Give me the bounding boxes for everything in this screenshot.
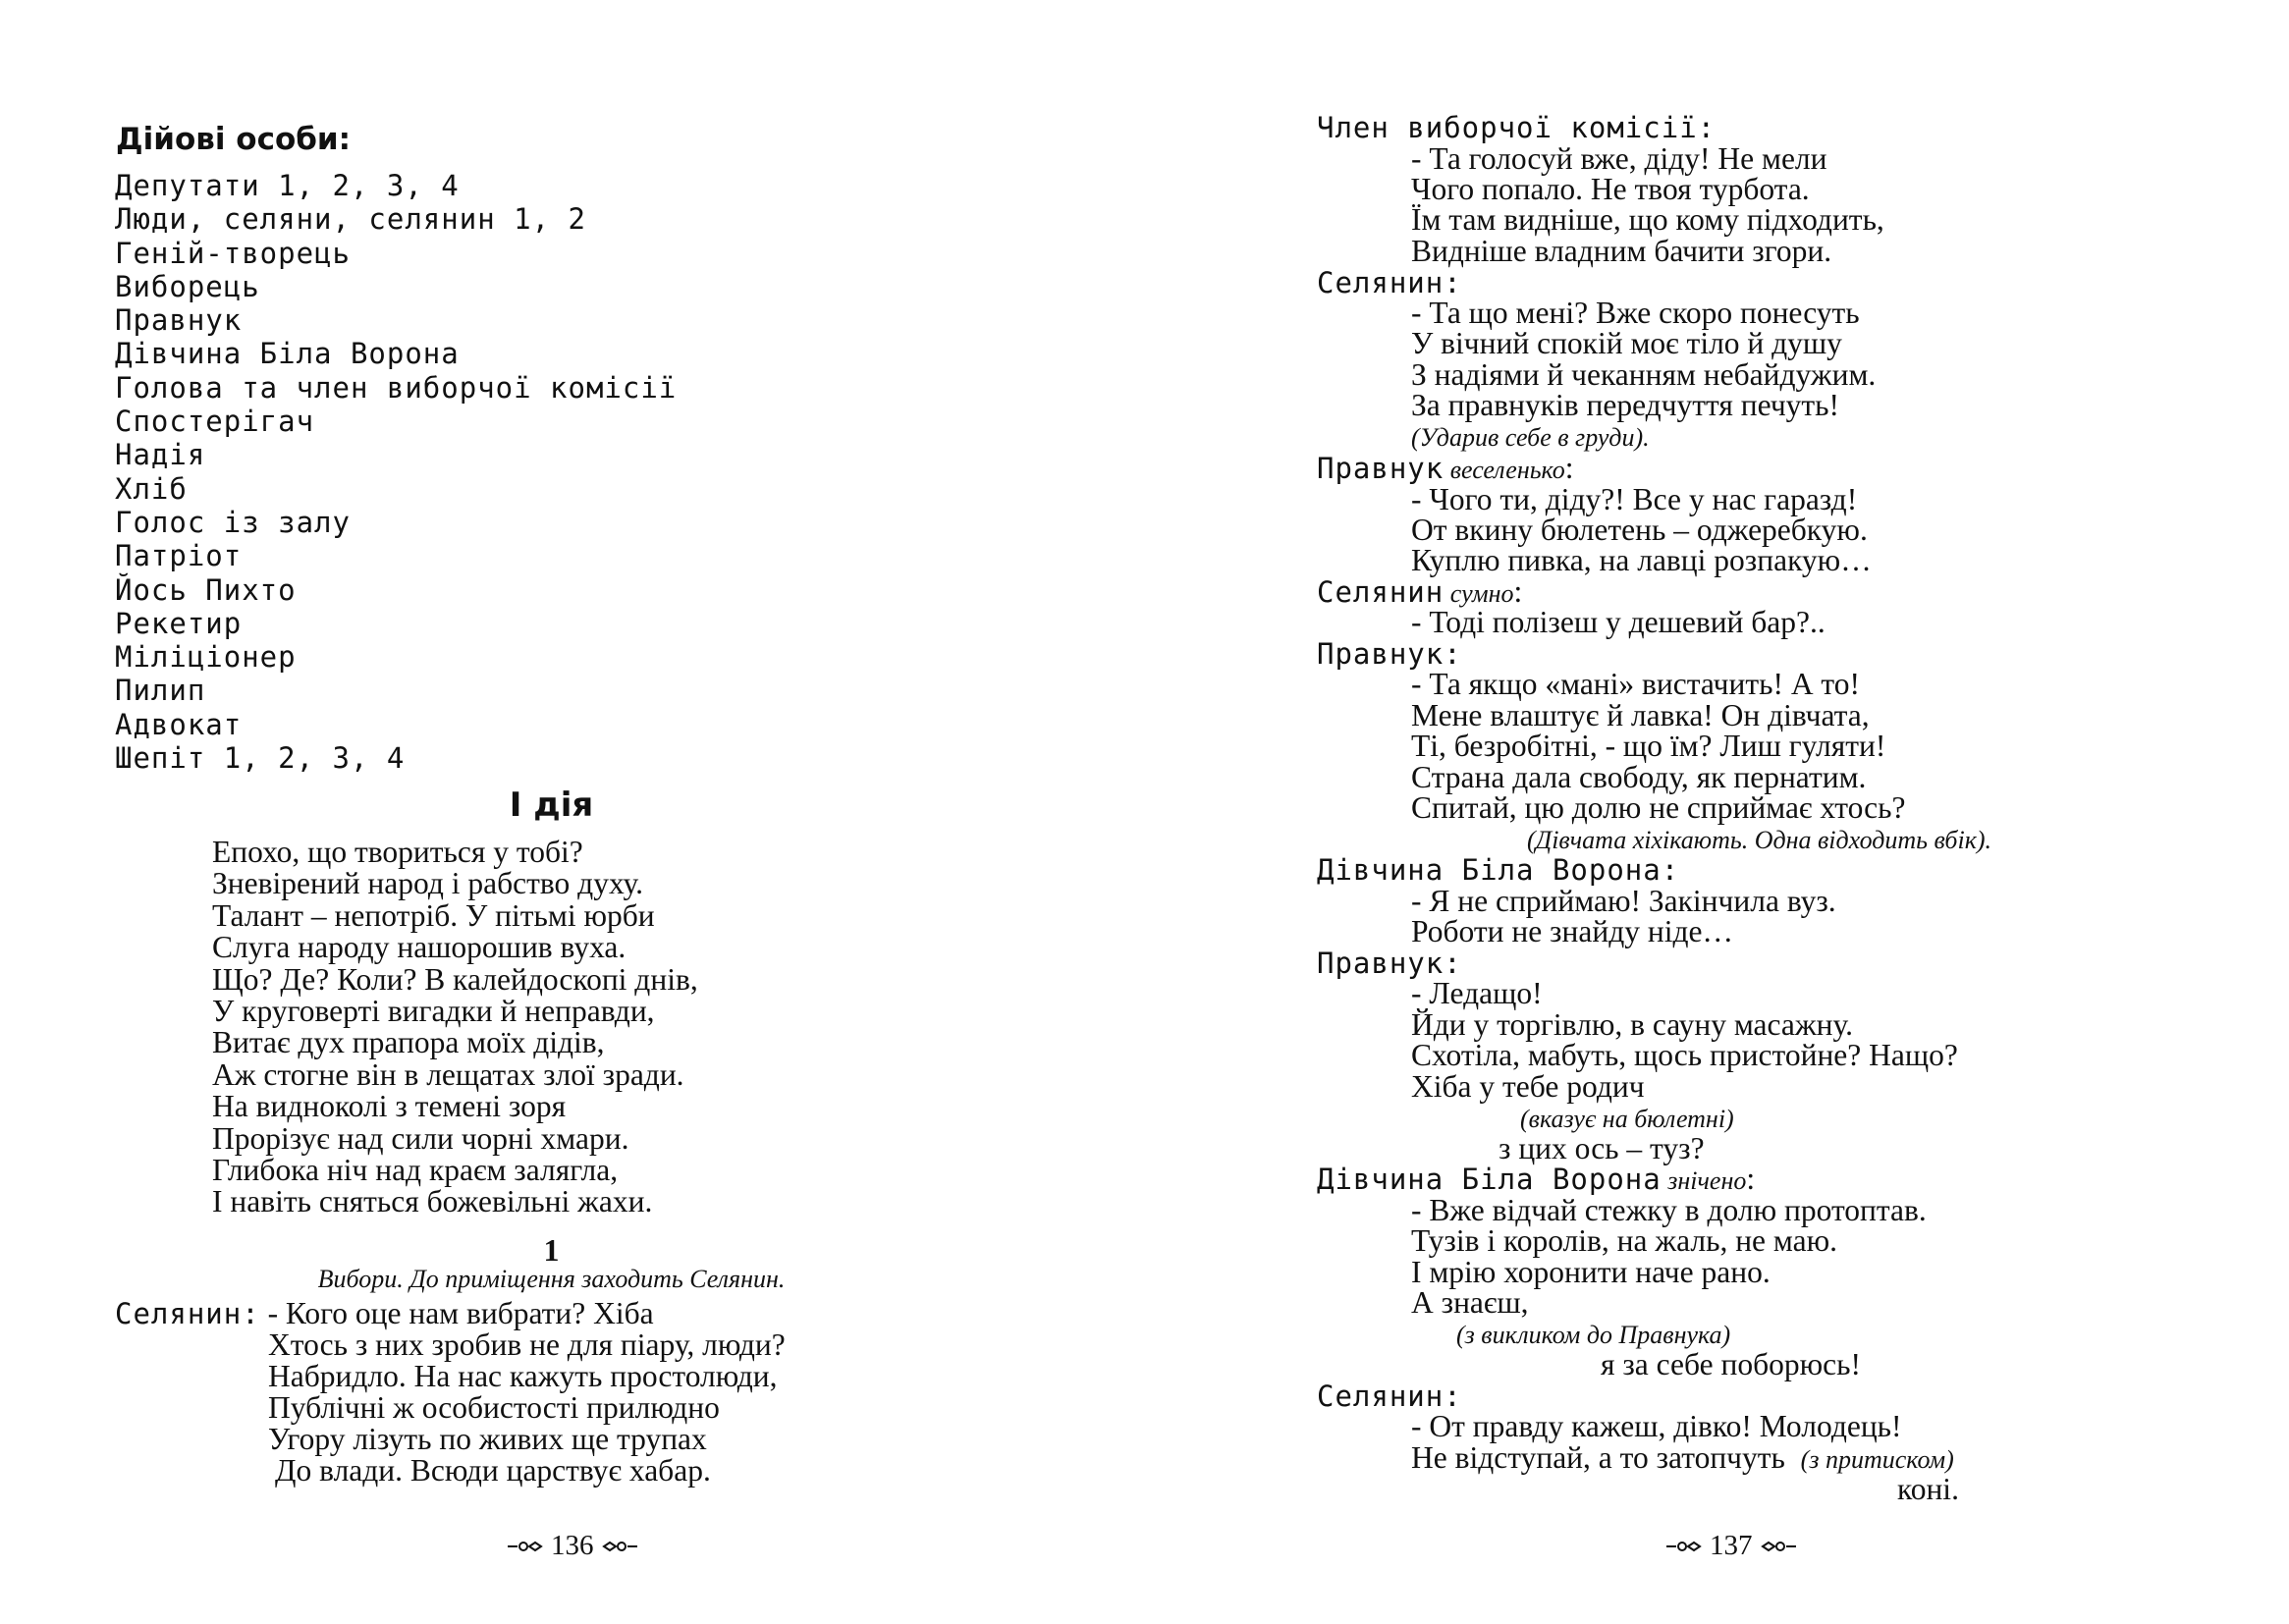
speech-line: - От правду кажеш, дівко! Молодець! xyxy=(1411,1409,1902,1443)
speech-line: - Тоді полізеш у дешевий бар?.. xyxy=(1411,605,1826,639)
ornament-icon xyxy=(1759,1537,1798,1556)
speech-line: Видніше владним бачити згори. xyxy=(1411,234,1832,268)
speech-line: Чого попало. Не твоя турбота. xyxy=(1411,172,1810,206)
speech-line: - Ледащо! xyxy=(1411,976,1543,1010)
speaker-name: Селянин: xyxy=(1317,266,1462,299)
stage-direction: (вказує на бюлетні) xyxy=(1520,1105,1734,1133)
cast-item: Люди, селяни, селянин 1, 2 xyxy=(115,202,586,237)
page-number: 137 xyxy=(1710,1530,1753,1561)
speech-line: - Та голосуй вже, діду! Не мели xyxy=(1411,141,1827,176)
poem-line: На видноколі з темені зоря xyxy=(212,1089,567,1124)
speech-line: Страна дала свободу, як пернатим. xyxy=(1411,760,1867,794)
ornament-icon xyxy=(600,1537,639,1556)
poem-line: Що? Де? Коли? В калейдоскопі днів, xyxy=(212,961,698,997)
scene-number: 1 xyxy=(543,1232,560,1268)
speech-line: Роботи не знайду ніде… xyxy=(1411,914,1733,948)
prologue-poem xyxy=(212,837,698,1218)
stage-direction: (з викликом до Правнука) xyxy=(1456,1321,1731,1349)
speech-line: Набридло. На нас кажуть простолюди, xyxy=(268,1359,778,1393)
speech-line: - Чого ти, діду?! Все у нас гаразд! xyxy=(1411,482,1858,516)
speaker-manner: сумно xyxy=(1444,579,1514,608)
poem-line: Прорізує над сили чорні хмари. xyxy=(212,1120,629,1156)
poem-line: Глибока ніч над краєм залягла, xyxy=(212,1153,619,1188)
speaker-line: Правнук веселенько: xyxy=(1317,451,1574,485)
speaker-name: Дівчина Біла Ворона: xyxy=(1317,853,1680,887)
speech-line: Тузів і королів, на жаль, не маю. xyxy=(1411,1223,1838,1258)
stage-direction: (Ударив себе в груди). xyxy=(1411,423,1650,452)
speaker-line: Селянин сумно: xyxy=(1317,574,1523,609)
speech-line: з цих ось – туз? xyxy=(1499,1131,1705,1165)
speech-line: У вічний спокій моє тіло й душу xyxy=(1411,326,1842,360)
speech-line: За правнуків передчуття печуть! xyxy=(1411,388,1840,422)
poem-line: Епохо, що твориться у тобі? xyxy=(212,835,583,869)
speaker-name: Правнук: xyxy=(1317,947,1462,980)
speaker-name: Дівчина Біла Ворона xyxy=(1317,1163,1662,1196)
poem-line: Витає дух прапора моїх дідів, xyxy=(212,1025,605,1060)
speech-line: Куплю пивка, на лавці розпакую… xyxy=(1411,543,1872,577)
cast-item: Шепіт 1, 2, 3, 4 xyxy=(115,741,406,776)
speech-line: Їм там видніше, що кому підходить, xyxy=(1411,202,1884,237)
cast-item: Патріот xyxy=(115,539,243,573)
cast-item: Голос із залу xyxy=(115,505,351,539)
speaker-manner: веселенько xyxy=(1444,456,1565,484)
cast-item: Надія xyxy=(115,438,206,472)
page-number-right xyxy=(1664,1530,1798,1562)
speech-line-with-direction xyxy=(1411,1442,1954,1476)
speech-line: От вкину бюлетень – оджеребкую. xyxy=(1411,513,1868,547)
speaker-name: Член виборчої комісії: xyxy=(1317,111,1717,144)
speaker-name: Селянин xyxy=(1317,575,1444,609)
ornament-icon xyxy=(1664,1537,1704,1556)
speech-line: Угору лізуть по живих ще трупах xyxy=(268,1422,707,1456)
speech-line: А знаєш, xyxy=(1411,1285,1529,1320)
speech-line: - Та якщо «мані» вистачить! А то! xyxy=(1411,667,1861,701)
poem-line: У круговерті вигадки й неправди, xyxy=(212,994,655,1029)
cast-item: Голова та член виборчої комісії xyxy=(115,370,678,405)
cast-item: Хліб xyxy=(115,471,188,506)
speech-line: Мене влаштує й лавка! Он дівчата, xyxy=(1411,698,1870,732)
speech-line: Ті, безробітні, - що їм? Лиш гуляти! xyxy=(1411,729,1886,763)
speech-line: Хтось з них зробив не для піару, люди? xyxy=(268,1327,786,1362)
speech-line: До влади. Всюди царствує хабар. xyxy=(275,1453,711,1488)
cast-item: Правнук xyxy=(115,303,243,338)
cast-heading: Дійові особи: xyxy=(116,122,352,157)
cast-item: Рекетир xyxy=(115,606,243,640)
scene-direction: Вибори. До приміщення заходить Селянин. xyxy=(317,1265,786,1293)
speaker-name: Правнук xyxy=(1317,452,1444,485)
poem-line: І навіть сняться божевільні жахи. xyxy=(212,1184,653,1219)
poem-line: Зневірений народ і рабство духу. xyxy=(212,866,643,901)
cast-item: Адвокат xyxy=(115,707,243,741)
speech-line: Схотіла, мабуть, щось пристойне? Нащо? xyxy=(1411,1038,1958,1072)
cast-item: Виборець xyxy=(115,269,260,303)
speaker-name: Селянин: xyxy=(1317,1380,1462,1413)
speech-line: я за себе поборюсь! xyxy=(1601,1347,1861,1381)
speech-line: - Та що мені? Вже скоро понесуть xyxy=(1411,296,1860,330)
speech-line: І мрію хоронити наче рано. xyxy=(1411,1255,1771,1289)
speech-line: коні. xyxy=(1897,1472,1959,1506)
speaker-name: Правнук: xyxy=(1317,637,1462,671)
stage-direction: (Дівчата хіхікають. Одна відходить вбік). xyxy=(1527,826,1992,854)
speech-line: - Вже відчай стежку в долю протоптав. xyxy=(1411,1193,1927,1227)
speech-first-line xyxy=(115,1298,654,1329)
speech-text: - Кого оце нам вибрати? Хіба xyxy=(259,1296,654,1330)
cast-item: Депутати 1, 2, 3, 4 xyxy=(115,169,460,202)
page-number: 136 xyxy=(551,1530,594,1561)
speaker-manner: знічено xyxy=(1661,1166,1747,1195)
speech-line: Йди у торгівлю, в сауну масажну. xyxy=(1411,1007,1853,1042)
speaker-line: Дівчина Біла Ворона знічено: xyxy=(1317,1162,1756,1196)
page-number-left xyxy=(506,1530,639,1562)
speech-text: Не відступай, а то затопчуть xyxy=(1411,1440,1785,1475)
speech-line: Спитай, цю долю не сприймає хтось? xyxy=(1411,790,1906,825)
speaker-name: Селянин: xyxy=(115,1297,260,1330)
poem-line: Слуга народу нашорошив вуха. xyxy=(212,930,627,965)
cast-item: Дівчина Біла Ворона xyxy=(115,337,460,371)
speech-line: - Я не сприймаю! Закінчила вуз. xyxy=(1411,884,1836,918)
right-page xyxy=(1144,0,2289,1624)
speech-line: З надіями й чеканням небайдужим. xyxy=(1411,357,1877,392)
act-title: І дія xyxy=(509,785,594,825)
ornament-icon xyxy=(506,1537,545,1556)
cast-item: Йось Пихто xyxy=(115,572,297,607)
speech-line: Хіба у тебе родич xyxy=(1411,1069,1645,1104)
poem-line: Аж стогне він в лещатах злої зради. xyxy=(212,1056,684,1092)
poem-line: Талант – непотріб. У пітьмі юрби xyxy=(212,897,655,933)
stage-direction: (з притиском) xyxy=(1800,1445,1954,1474)
cast-list xyxy=(115,169,677,775)
speech-line: Публічні ж особистості прилюдно xyxy=(268,1390,720,1425)
cast-item: Геній-творець xyxy=(115,236,351,270)
left-page xyxy=(0,0,1144,1624)
cast-item: Пилип xyxy=(115,674,206,708)
cast-item: Спостерігач xyxy=(115,405,315,439)
cast-item: Міліціонер xyxy=(115,640,297,675)
